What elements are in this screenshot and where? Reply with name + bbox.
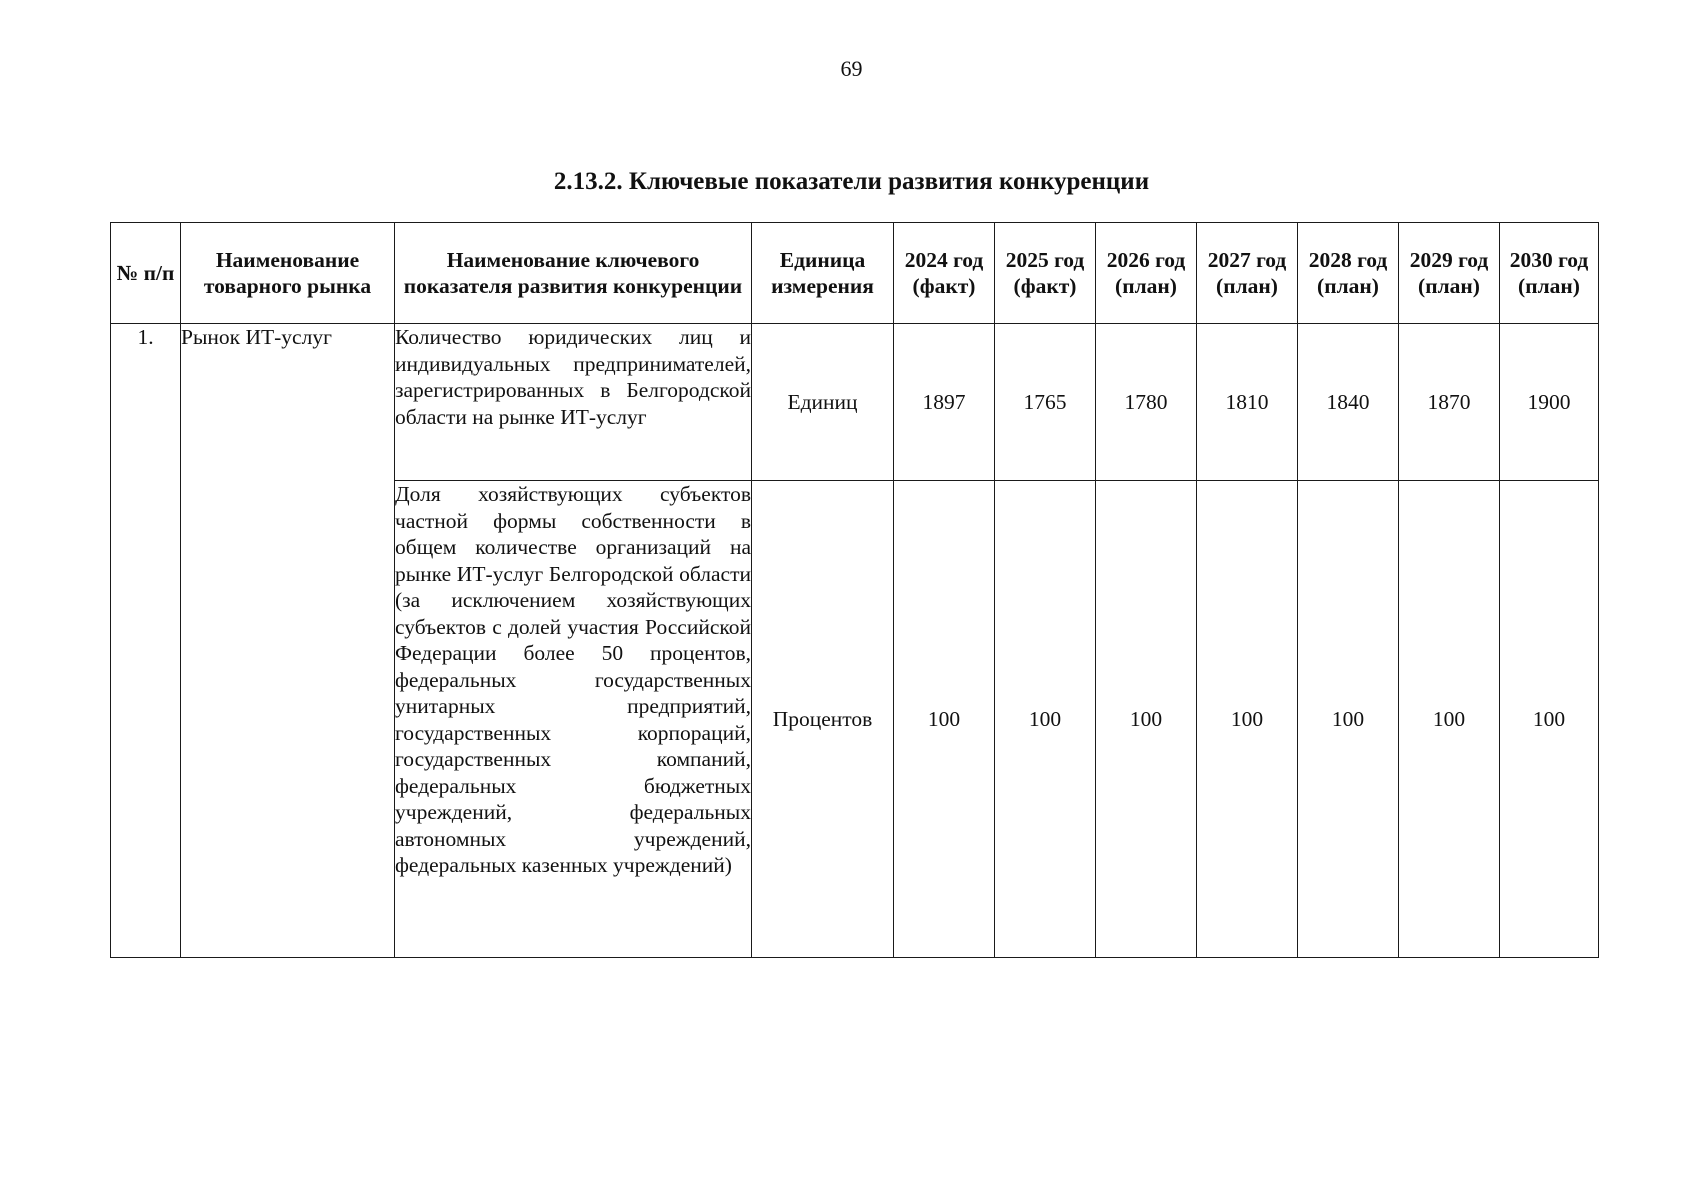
table-row <box>111 324 1599 481</box>
header-2030: 2030 год (план) <box>1500 223 1599 324</box>
header-2025: 2025 год (факт) <box>995 223 1096 324</box>
header-2027: 2027 год (план) <box>1197 223 1298 324</box>
value-2029: 1870 <box>1399 324 1500 481</box>
value-2025: 1765 <box>995 324 1096 481</box>
value-2025: 100 <box>995 481 1096 958</box>
header-2024: 2024 год (факт) <box>894 223 995 324</box>
section-title: 2.13.2. Ключевые показатели развития конкуренции <box>553 168 1150 195</box>
value-2027: 1810 <box>1197 324 1298 481</box>
header-num: № п/п <box>111 223 181 324</box>
header-unit: Единица измерения <box>752 223 894 324</box>
header-2029: 2029 год (план) <box>1399 223 1500 324</box>
value-2028: 100 <box>1298 481 1399 958</box>
indicator-name: Доля хозяйствующих субъектов частной формы собственности в общем количестве организаций на рынке ИТ-услуг Белгородской области (за исключением хозяйствующих субъектов с долей участия Российской Федерации более 50 процентов, федеральных государственных унитарных предприятий, государственных корпораций, государственных компаний, федеральных бюджетных учреждений, федеральных автономных учреждений, федеральных казенных учреждений) <box>395 481 752 958</box>
value-2028: 1840 <box>1298 324 1399 481</box>
unit-cell: Процентов <box>752 481 894 958</box>
value-2030: 1900 <box>1500 324 1599 481</box>
indicator-name: Количество юридических лиц и индивидуальных предпринимателей, зарегистрированных в Белгородской области на рынке ИТ-услуг <box>395 324 752 481</box>
page-number: 69 <box>840 56 863 81</box>
header-2026: 2026 год (план) <box>1096 223 1197 324</box>
value-2026: 1780 <box>1096 324 1197 481</box>
value-2026: 100 <box>1096 481 1197 958</box>
value-2024: 1897 <box>894 324 995 481</box>
header-2028: 2028 год (план) <box>1298 223 1399 324</box>
table-header-row <box>111 223 1599 324</box>
unit-cell: Единиц <box>752 324 894 481</box>
value-2027: 100 <box>1197 481 1298 958</box>
key-indicators-table <box>110 222 1599 958</box>
header-market: Наименование товарного рынка <box>181 223 395 324</box>
value-2024: 100 <box>894 481 995 958</box>
market-name: Рынок ИТ-услуг <box>181 324 395 958</box>
value-2029: 100 <box>1399 481 1500 958</box>
value-2030: 100 <box>1500 481 1599 958</box>
row-number: 1. <box>111 324 181 958</box>
header-indicator: Наименование ключевого показателя развития конкуренции <box>395 223 752 324</box>
